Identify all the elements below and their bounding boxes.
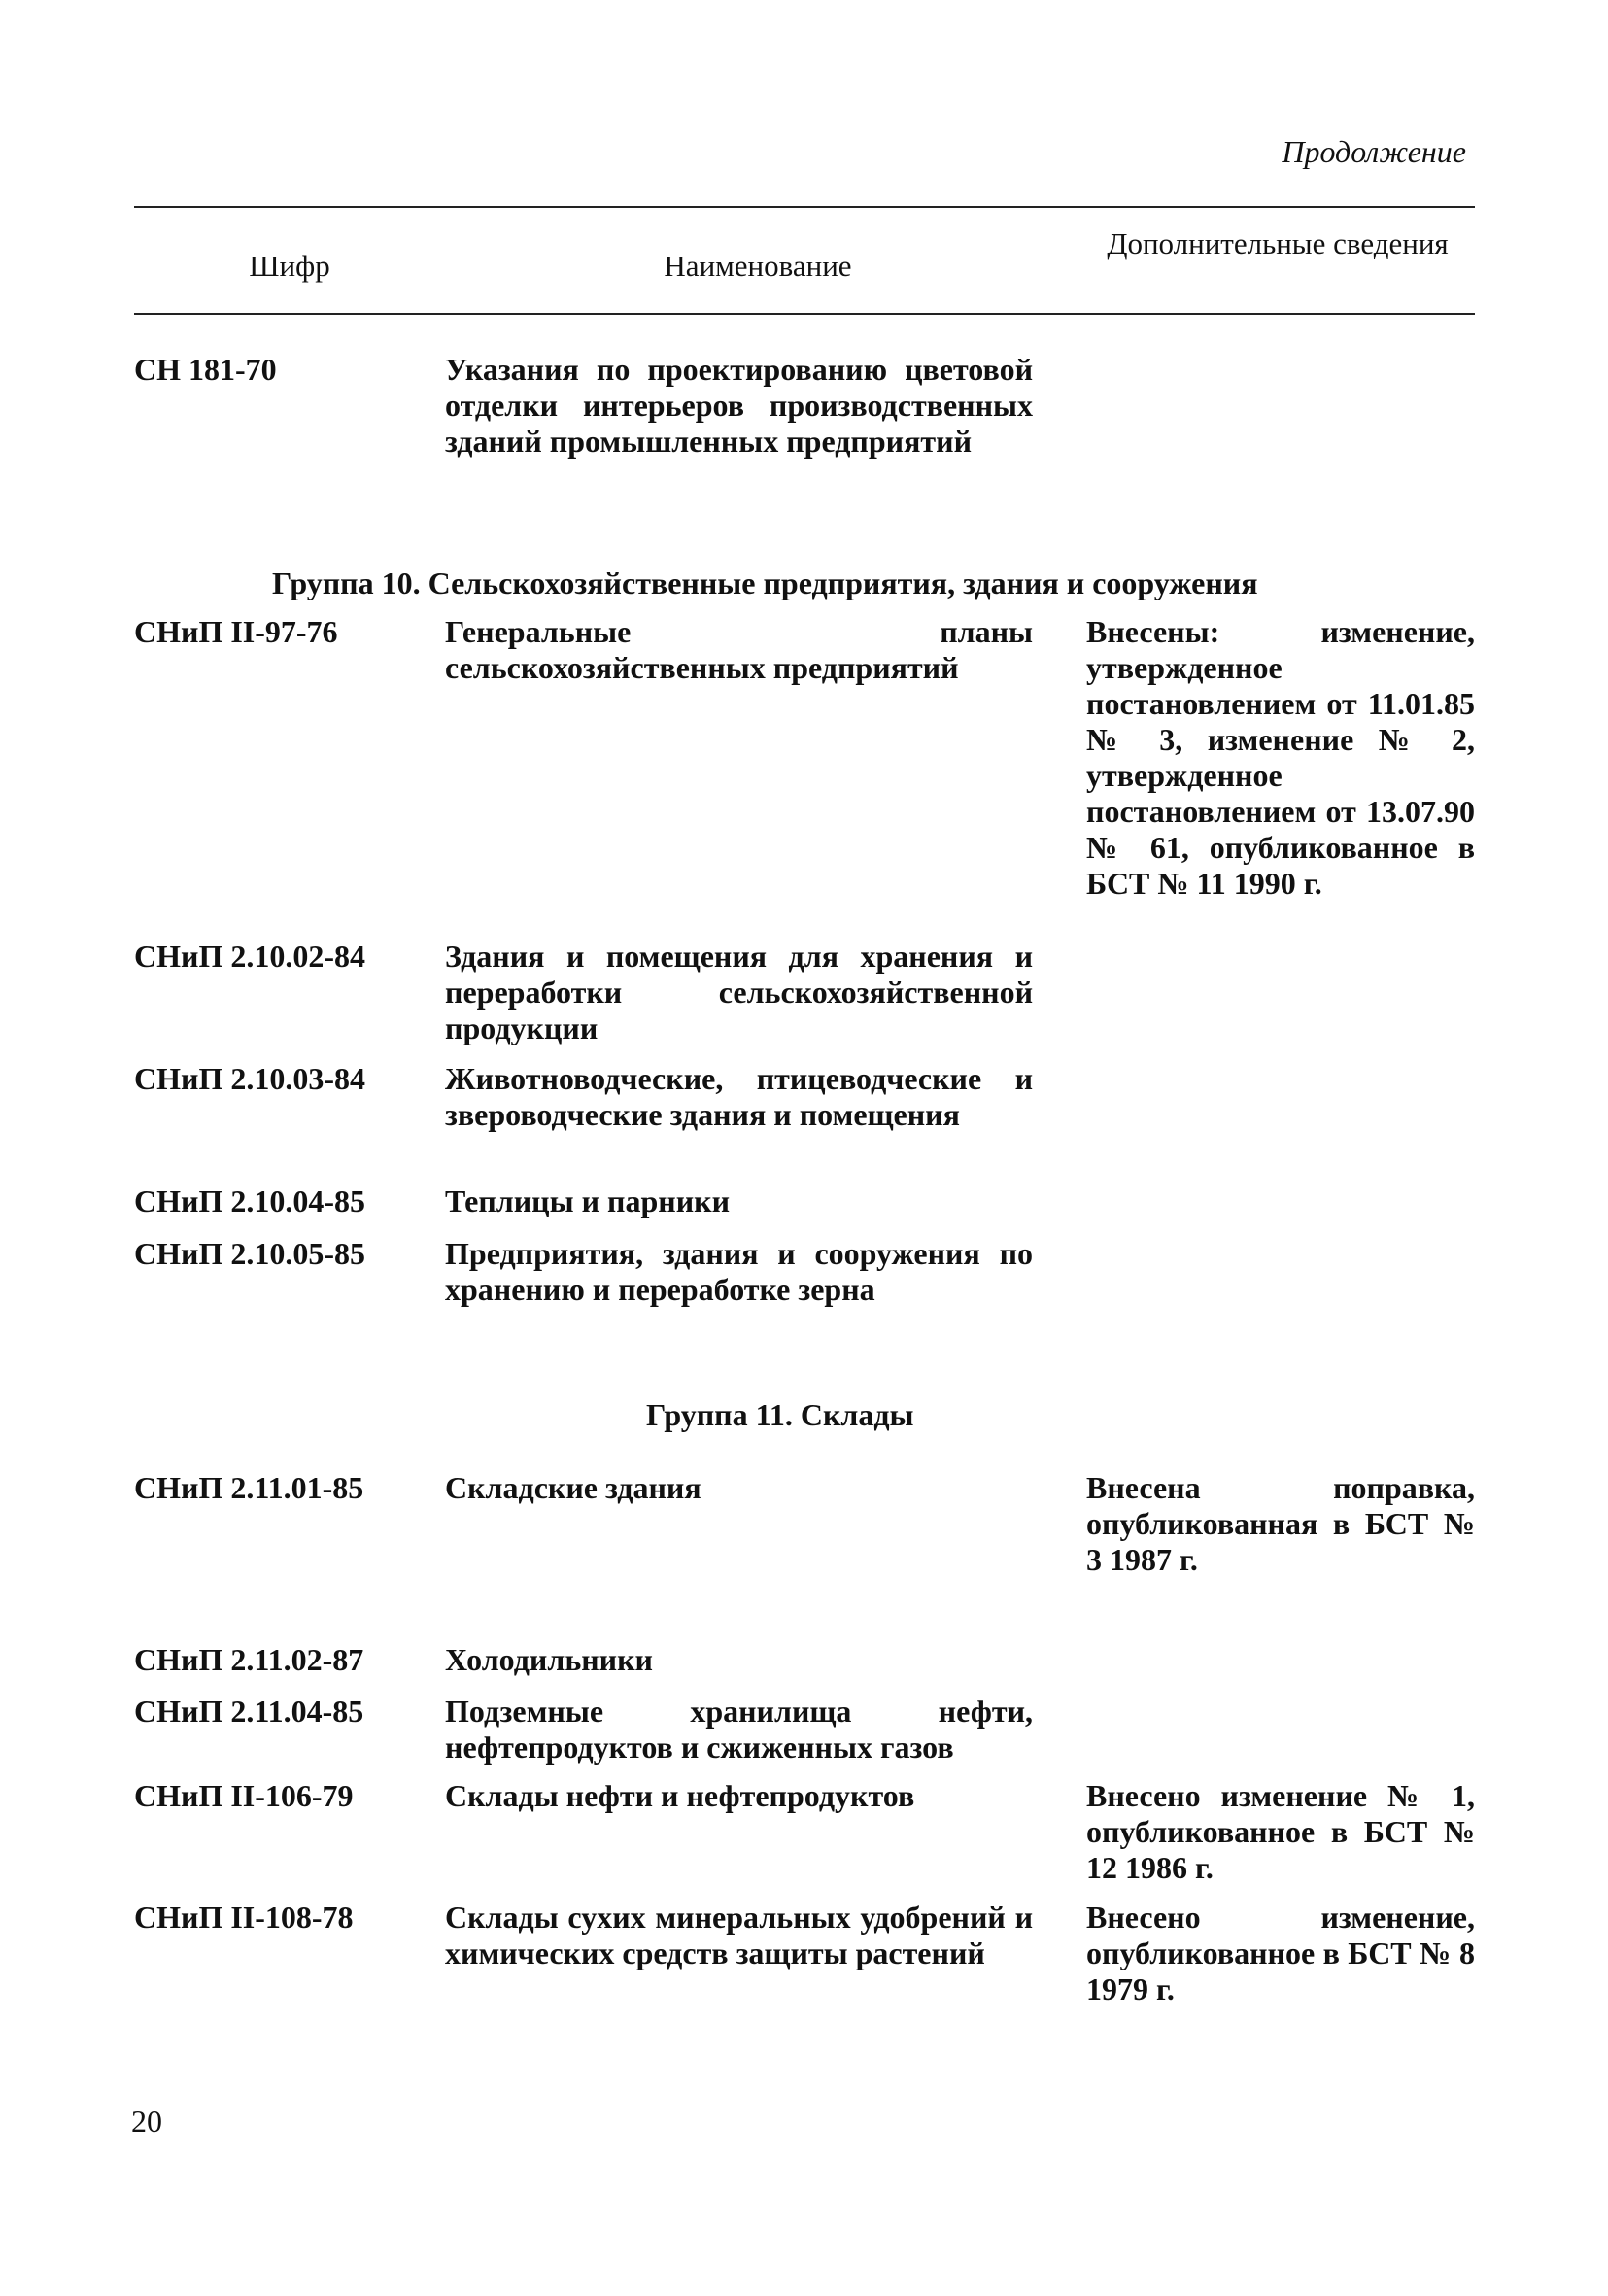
column-header-code: Шифр: [249, 249, 330, 283]
row-name: Склады нефти и нефтепродуктов: [445, 1778, 915, 1813]
row-code: СНиП 2.11.04-85: [134, 1694, 364, 1729]
row-code: СНиП II-106-79: [134, 1778, 354, 1813]
row-code: СН 181-70: [134, 352, 277, 387]
row-name: Генеральные планы сельскохозяйственных предприятий: [445, 614, 1033, 685]
row-name: Холодильники: [445, 1642, 653, 1677]
row-name: Складские здания: [445, 1470, 701, 1505]
row-info: Внесено изменение № 1, опубликованное в БСТ № 12 1986 г.: [1086, 1778, 1475, 1885]
row-code: СНиП 2.10.04-85: [134, 1183, 365, 1218]
row-code: СНиП 2.11.02-87: [134, 1642, 364, 1677]
row-name: Животноводческие, птицеводческие и звероводческие здания и помещения: [445, 1061, 1033, 1132]
page-number: 20: [131, 2104, 162, 2139]
row-code: СНиП 2.10.05-85: [134, 1236, 365, 1271]
row-info: Внесены: изменение, утвержденное постановлением от 11.01.85 № 3, изменение № 2, утвержденное постановлением от 13.07.90 № 61, опубликованное в БСТ № 11 1990 г.: [1086, 614, 1475, 901]
row-info: Внесено изменение, опубликованное в БСТ № 8 1979 г.: [1086, 1900, 1475, 2006]
column-header-name: Наименование: [664, 249, 852, 283]
row-code: СНиП 2.10.02-84: [134, 939, 365, 974]
row-name: Склады сухих минеральных удобрений и химических средств защиты растений: [445, 1900, 1033, 1970]
row-code: СНиП 2.10.03-84: [134, 1061, 365, 1096]
row-name: Подземные хранилища нефти, нефтепродуктов и сжиженных газов: [445, 1694, 1033, 1765]
row-name: Указания по проектированию цветовой отделки интерьеров производственных зданий промышленных предприятий: [445, 352, 1033, 459]
row-info: Внесена поправка, опубликованная в БСТ № 3 1987 г.: [1086, 1470, 1475, 1577]
header-rule-bottom: [134, 313, 1475, 315]
column-header-info: Дополнительные сведения: [1107, 226, 1449, 260]
row-code: СНиП II-108-78: [134, 1900, 354, 1935]
group-10-title: Группа 10. Сельскохозяйственные предприятия, здания и сооружения: [272, 565, 1258, 600]
row-code: СНиП 2.11.01-85: [134, 1470, 364, 1505]
continued-label: Продолжение: [1282, 134, 1466, 169]
row-name: Здания и помещения для хранения и переработки сельскохозяйственной продукции: [445, 939, 1033, 1045]
group-11-title: Группа 11. Склады: [646, 1397, 914, 1432]
row-name: Теплицы и парники: [445, 1183, 730, 1218]
header-rule-top: [134, 206, 1475, 208]
row-name: Предприятия, здания и сооружения по хранению и переработке зерна: [445, 1236, 1033, 1307]
row-code: СНиП II-97-76: [134, 614, 338, 649]
